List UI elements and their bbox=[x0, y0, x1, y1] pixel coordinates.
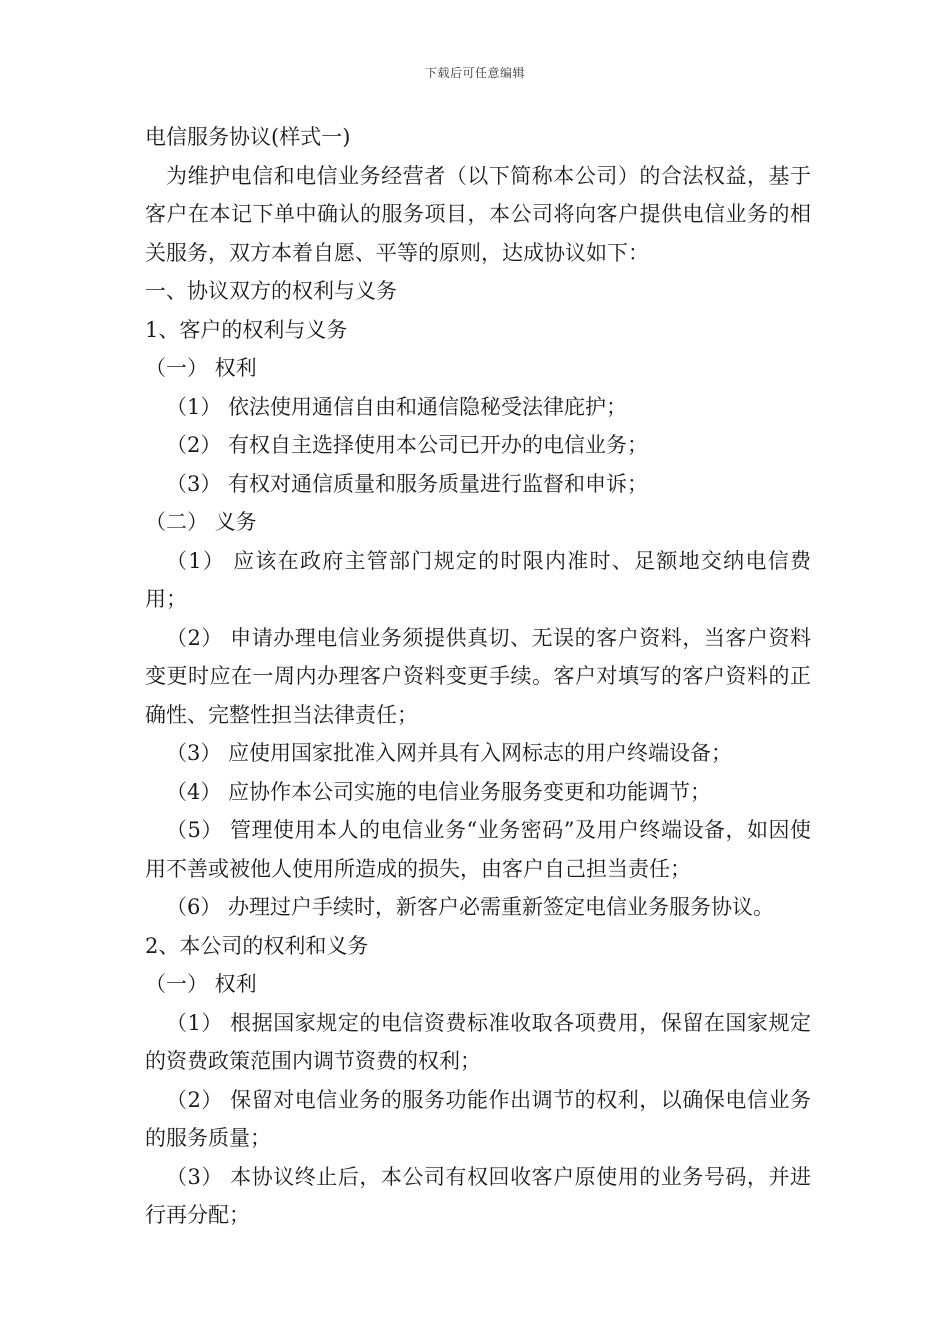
list-item: （2） 有权自主选择使用本公司已开办的电信业务； bbox=[166, 433, 649, 457]
list-item: （2） 保留对电信业务的服务功能作出调节的权利，以确保电信业务的服务质量； bbox=[145, 1087, 811, 1150]
intro-paragraph: 为维护电信和电信业务经营者（以下简称本公司）的合法权益，基于客户在本记下单中确认的服务项目，本公司将向客户提供电信业务的相关服务，双方本着自愿、平等的原则，达成协议如下： bbox=[145, 163, 811, 265]
list-item: （3） 应使用国家批准入网并具有入网标志的用户终端设备； bbox=[166, 741, 733, 765]
list-item: （4） 应协作本公司实施的电信业务服务变更和功能调节； bbox=[166, 779, 712, 804]
duties-heading-customer: （二） 义务 bbox=[145, 510, 257, 534]
list-item: （2） 申请办理电信业务须提供真切、无误的客户资料，当客户资料变更时应在一周内办理客户资料变更手续。客户对填写的客户资料的正确性、完整性担当法律责任； bbox=[145, 625, 811, 727]
part-heading-company: 2、本公司的权利和义务 bbox=[145, 933, 369, 958]
list-item: （6） 办理过户手续时，新客户必需重新签定电信业务服务协议。 bbox=[166, 895, 775, 919]
list-item: （1） 依法使用通信自由和通信隐秘受法律庇护； bbox=[166, 394, 628, 419]
rights-heading-company: （一） 权利 bbox=[145, 972, 257, 996]
list-item: （5） 管理使用本人的电信业务“业务密码”及用户终端设备，如因使用不善或被他人使用所造成的损失，由客户自己担当责任； bbox=[145, 818, 811, 881]
document-title: 电信服务协议(样式一) bbox=[145, 125, 351, 149]
section-heading: 一、协议双方的权利与义务 bbox=[145, 279, 397, 303]
document-body bbox=[145, 118, 811, 1235]
list-item: （1） 应该在政府主管部门规定的时限内准时、足额地交纳电信费用； bbox=[145, 548, 811, 611]
list-item: （1） 根据国家规定的电信资费标准收取各项费用，保留在国家规定的资费政策范围内调节资费的权利； bbox=[145, 1010, 811, 1073]
list-item: （3） 本协议终止后，本公司有权回收客户原使用的业务号码，并进行再分配； bbox=[145, 1164, 811, 1227]
list-item: （3） 有权对通信质量和服务质量进行监督和申诉； bbox=[166, 471, 649, 496]
rights-heading-customer: （一） 权利 bbox=[145, 356, 257, 380]
page-header-note: 下载后可任意编辑 bbox=[424, 66, 525, 80]
part-heading-customer: 1、客户的权利与义务 bbox=[145, 317, 348, 342]
